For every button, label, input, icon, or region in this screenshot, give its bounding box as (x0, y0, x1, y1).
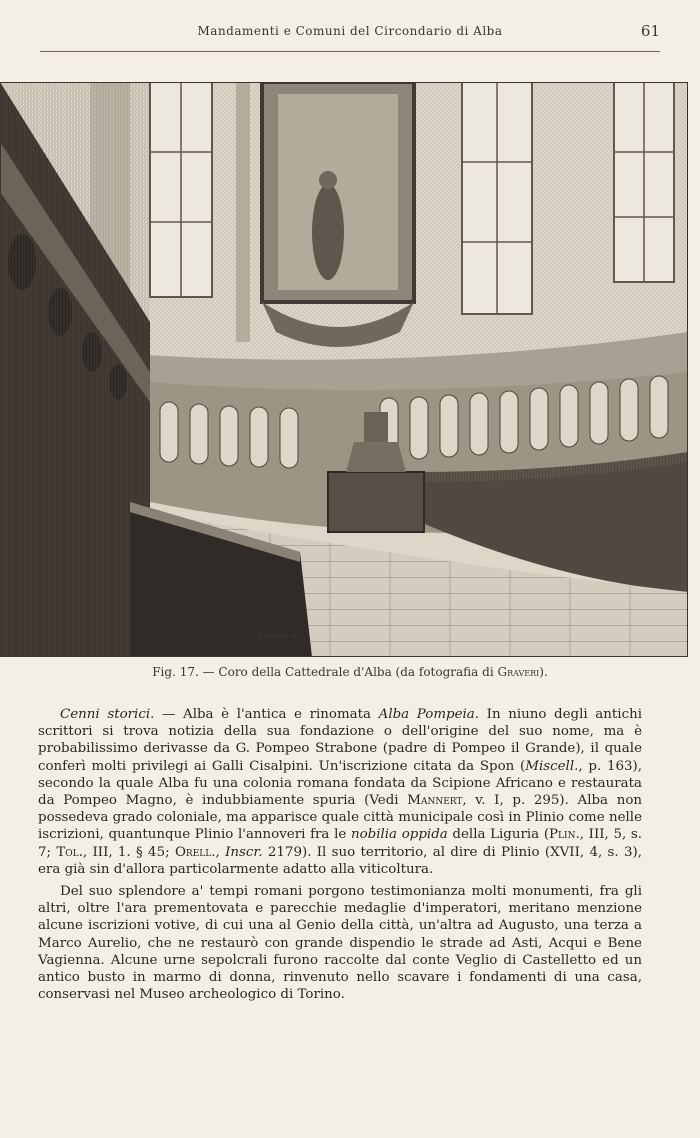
caption-text: Fig. 17. — Coro della Cattedrale d'Alba (da fotografia di (152, 665, 498, 679)
citation-title: Inscr. (225, 844, 263, 860)
citation-title: Miscell. (525, 758, 579, 774)
text-run: , v. I, p. 295). Alba non possedeva grado coloniale, ma apparisce quale città municipale così in Plinio come nelle iscrizioni, quantunque Plinio l'annoveri fra le (38, 793, 643, 843)
text-run: — Alba è l'antica e rinomata (154, 707, 379, 722)
page-number: 61 (640, 22, 660, 40)
latin-name: Alba Pompeia (378, 707, 475, 722)
text-run: , p. 163), secondo la quale Alba fu una colonia romana fondata da Scipione Africano e restaurata da Pompeo Magno, è indubbiamente spuria (Vedi (38, 758, 643, 809)
paragraph-2: Del suo splendore a' tempi romani porgono testimonianza molti monumenti, fra gli altri, oltre l'ara prementovata e parecchie medaglie d'imperatori, meritano menzione alcune iscrizioni votive, di cui una al Genio della città, un'altra ad Augusto, una terza a Marco Aurelio, che ne restaurò con grande dispendio le strade ad Asti, Acqui e Bene Vagienna. Alcune urne sepolcrali furono raccolte dal conte Veglio di Castelletto ed un antico busto in marmo di donna, rinvenuto nello scavare i fondamenti di una casa, conservasi nel Museo archeologico di Torino. (38, 884, 642, 1003)
article-body (38, 706, 642, 1003)
text-run: . In niuno degli antichi scrittori si trova notizia della sua fondazione o dell'origine del suo nome, ma è probabilissimo derivasse da G. Pompeo Strabone (padre di Pompeo il Grande), il quale conferì molti privilegi ai Galli Cisalpini. Un'iscrizione citata da Spon ( (38, 707, 642, 774)
engraving-illustration (0, 82, 688, 657)
citation-author: Orell. (174, 844, 216, 860)
header-rule (40, 51, 660, 52)
caption-photographer: Graveri (497, 665, 540, 679)
paragraph-1 (38, 706, 642, 878)
running-head: Mandamenti e Comuni del Circondario di Alba (197, 24, 503, 38)
latin-phrase: nobilia oppida (350, 827, 448, 843)
text-run: , (215, 844, 226, 860)
caption-end: ). (539, 665, 548, 679)
text-run: 2179). Il suo territorio, al dire di Plinio (XVII, 4, s. 3), era già sin d'allora particolarmente adatto alla viticoltura. (38, 844, 642, 877)
text-run: , III, 5, s. 7; (38, 827, 643, 860)
text-run: della Liguria ( (447, 827, 550, 843)
figure-caption (0, 665, 700, 679)
cathedral-choir-engraving (0, 82, 688, 657)
citation-author: Mannert (407, 793, 463, 809)
text-run: , III, 1. § 45; (82, 844, 175, 860)
page-header (40, 20, 660, 48)
citation-author: Tol. (56, 844, 83, 860)
section-lead: Cenni storici. (60, 707, 155, 722)
engraver-signature: Fornari sc. (258, 632, 302, 641)
citation-author: Plin. (549, 827, 580, 843)
